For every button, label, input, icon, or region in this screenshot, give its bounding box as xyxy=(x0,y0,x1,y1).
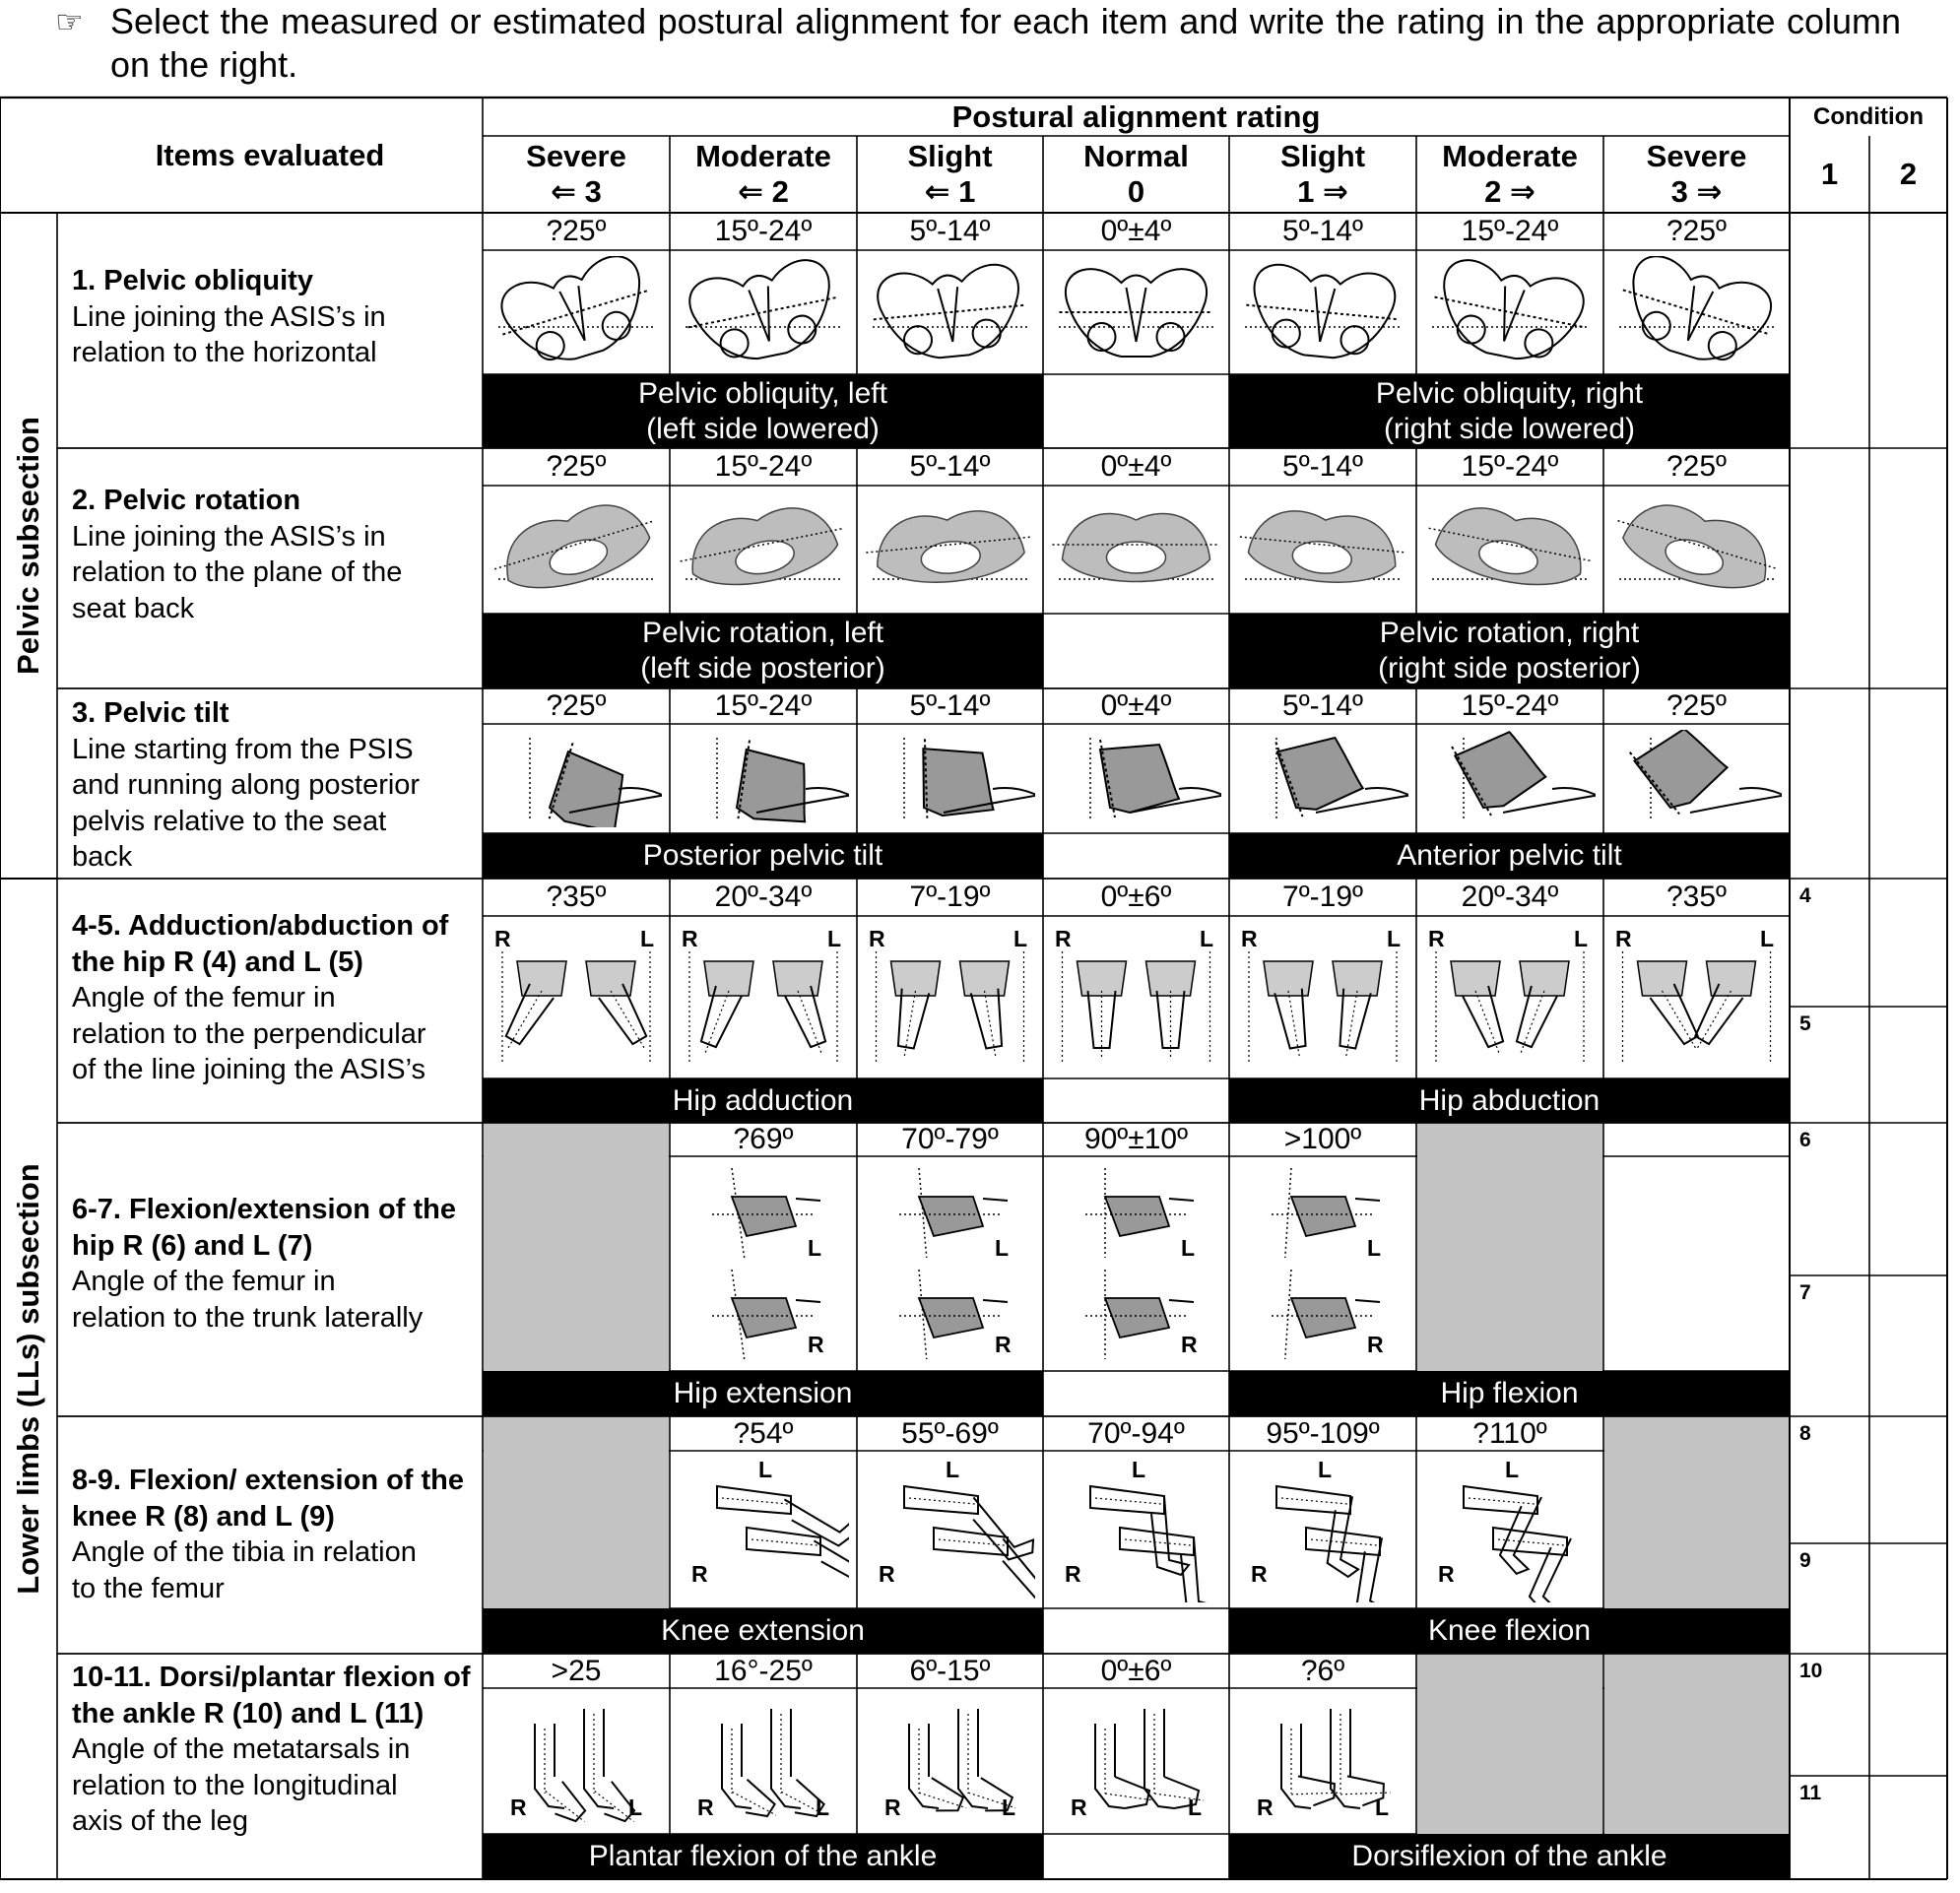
rating-col-score: 1 ⇒ xyxy=(1297,174,1348,209)
label-line: (right side posterior) xyxy=(1378,652,1641,685)
pelvis-top-figure xyxy=(490,491,662,608)
item-desc-line: Line joining the ASIS’s in xyxy=(72,520,386,553)
right-deviation-label xyxy=(1229,1078,1790,1123)
degree-range: ?25º xyxy=(546,689,607,722)
side-label: R xyxy=(1615,926,1632,951)
condition-number: 7 xyxy=(1799,1281,1811,1304)
hips-front-figure xyxy=(1424,922,1596,1073)
item-description xyxy=(72,1463,471,1606)
item-desc-line: seat back xyxy=(72,592,195,624)
condition-rating-cell[interactable] xyxy=(1869,1654,1947,1776)
pelvis-top-figure xyxy=(1611,491,1782,608)
condition-rating-cell[interactable] xyxy=(1869,1416,1947,1543)
condition-col-header: 1 xyxy=(1820,157,1839,191)
degree-range: ?25º xyxy=(546,215,607,247)
side-label: L xyxy=(1375,1795,1390,1820)
item-desc-line: Line starting from the PSIS xyxy=(72,733,414,765)
item-desc-line: of the line joining the ASIS’s xyxy=(72,1054,425,1085)
degree-range: 0º±4º xyxy=(1100,450,1172,483)
side-label: L xyxy=(1318,1457,1333,1482)
degree-range: 5º-14º xyxy=(909,215,991,247)
label-line: Hip flexion xyxy=(1440,1377,1579,1409)
degree-range: ?25º xyxy=(546,450,607,483)
side-label: L xyxy=(995,1235,1010,1261)
side-label: L xyxy=(1367,1235,1382,1261)
condition-rating-cell[interactable] xyxy=(1790,1654,1869,1776)
label-line: Hip adduction xyxy=(672,1083,854,1117)
condition-rating-cell[interactable] xyxy=(1790,213,1869,448)
condition-number: 11 xyxy=(1799,1782,1822,1804)
label-line: Pelvic rotation, left xyxy=(641,617,884,649)
label-line: Pelvic rotation, right xyxy=(1379,617,1640,649)
degree-range: 5º-14º xyxy=(1282,689,1363,722)
pelvis-side-figure xyxy=(1424,730,1596,827)
right-deviation-label xyxy=(1229,1608,1790,1654)
side-label: R xyxy=(1055,926,1072,951)
item-description xyxy=(72,908,471,1088)
left-deviation-label xyxy=(483,833,1043,879)
condition-rating-cell[interactable] xyxy=(1790,1123,1869,1275)
condition-rating-cell[interactable] xyxy=(1790,1275,1869,1416)
degree-range: 0º±4º xyxy=(1100,215,1172,247)
side-label: L xyxy=(1574,926,1589,951)
right-deviation-label xyxy=(1229,614,1790,688)
item-desc-line: relation to the longitudinal xyxy=(72,1769,398,1801)
side-label: R xyxy=(808,1332,824,1357)
pelvis-front-figure xyxy=(490,256,662,368)
degree-range: >25 xyxy=(551,1654,602,1687)
label-line: Knee extension xyxy=(661,1614,865,1647)
side-label: R xyxy=(1181,1332,1198,1357)
label-line: (left side posterior) xyxy=(640,652,885,685)
pelvis-front-figure xyxy=(1051,256,1221,368)
item-desc-line: Angle of the metatarsals in xyxy=(72,1733,411,1765)
condition-rating-cell[interactable] xyxy=(1869,1776,1947,1879)
degree-range: 0º±4º xyxy=(1100,689,1172,722)
side-label: R xyxy=(884,1795,901,1820)
pelvis-side-figure xyxy=(1611,730,1782,827)
degree-range: ?6º xyxy=(1300,1654,1345,1687)
hips-front-figure xyxy=(1611,922,1782,1073)
rating-col-name: Moderate xyxy=(695,139,831,173)
degree-range: 70º-94º xyxy=(1087,1416,1185,1450)
degree-range: 70º-79º xyxy=(901,1123,999,1155)
rating-col-header xyxy=(1603,136,1790,213)
hips-front-figure xyxy=(865,922,1035,1073)
item-description xyxy=(72,263,471,371)
pelvis-front-figure xyxy=(1237,256,1408,368)
pelvis-top-figure xyxy=(1237,491,1408,608)
degree-range: 15º-24º xyxy=(714,450,813,483)
item-title: 10-11. Dorsi/plantar flexion of the ankle R (10) and L (11) xyxy=(72,1662,471,1730)
item-description xyxy=(72,695,471,876)
side-label: L xyxy=(1505,1457,1520,1482)
label-line: (right side lowered) xyxy=(1383,412,1636,445)
subsection-label: Pelvic subsection xyxy=(11,417,45,675)
condition-rating-cell[interactable] xyxy=(1869,1275,1947,1416)
pelvis-front-figure xyxy=(865,256,1035,368)
side-label: L xyxy=(827,926,842,951)
condition-rating-cell[interactable] xyxy=(1869,879,1947,1007)
rating-title-header: Postural alignment rating xyxy=(951,98,1321,134)
rating-col-name: Severe xyxy=(1646,139,1747,173)
item-description xyxy=(72,1660,471,1840)
item-desc-line: and running along posterior xyxy=(72,769,421,801)
item-desc-line: relation to the horizontal xyxy=(72,337,377,368)
item-desc-line: pelvis relative to the seat xyxy=(72,805,387,837)
condition-header: Condition xyxy=(1813,102,1924,130)
rating-col-score: ⇐ 1 xyxy=(924,174,976,209)
rating-col-score: ⇐ 2 xyxy=(738,174,789,209)
side-label: L xyxy=(1002,1795,1016,1820)
pelvis-side-figure xyxy=(865,730,1035,827)
condition-rating-cell[interactable] xyxy=(1869,448,1947,688)
condition-rating-cell[interactable] xyxy=(1790,1543,1869,1654)
condition-rating-cell[interactable] xyxy=(1790,879,1869,1007)
degree-range: >100º xyxy=(1283,1123,1362,1155)
degree-range: 5º-14º xyxy=(909,689,991,722)
side-label: L xyxy=(946,1457,960,1482)
rating-col-score: 0 xyxy=(1127,174,1145,209)
degree-range: 0º±6º xyxy=(1100,881,1172,913)
item-description xyxy=(72,483,471,626)
item-title: 3. Pelvic tilt xyxy=(72,697,229,729)
degree-range: 15º-24º xyxy=(714,215,813,247)
hips-front-figure xyxy=(490,922,662,1073)
side-label: L xyxy=(1760,926,1775,951)
condition-number: 4 xyxy=(1799,884,1811,907)
pelvis-side-figure xyxy=(490,730,662,827)
rating-col-name: Slight xyxy=(907,139,993,173)
rating-col-header xyxy=(857,136,1043,213)
left-deviation-label xyxy=(483,1608,1043,1654)
rating-col-name: Normal xyxy=(1083,139,1189,173)
rating-col-name: Moderate xyxy=(1442,139,1578,173)
gray-na-cell xyxy=(1604,1655,1789,1834)
degree-range: ?110º xyxy=(1472,1416,1547,1450)
side-label: L xyxy=(1181,1235,1196,1261)
condition-rating-cell[interactable] xyxy=(1869,1543,1947,1654)
item-desc-line: relation to the plane of the xyxy=(72,556,403,588)
pelvis-top-figure xyxy=(1051,491,1221,608)
degree-range: 5º-14º xyxy=(909,450,991,483)
side-label: R xyxy=(1428,926,1445,951)
item-title: 2. Pelvic rotation xyxy=(72,485,301,516)
degree-range: 0º±6º xyxy=(1100,1654,1172,1687)
item-desc-line: Angle of the tibia in relation xyxy=(72,1536,417,1568)
degree-range: 5º-14º xyxy=(1282,450,1363,483)
side-label: L xyxy=(808,1235,822,1261)
side-label: R xyxy=(682,926,698,951)
side-label: R xyxy=(510,1795,527,1820)
degree-range: 15º-24º xyxy=(1461,689,1559,722)
pelvis-side-figure xyxy=(678,730,849,827)
side-label: L xyxy=(1132,1457,1146,1482)
side-label: R xyxy=(1241,926,1258,951)
rating-col-score: 2 ⇒ xyxy=(1484,174,1535,209)
condition-rating-cell[interactable] xyxy=(1869,1007,1947,1123)
degree-range: 15º-24º xyxy=(714,689,813,722)
pelvis-side-figure xyxy=(1237,730,1408,827)
item-desc-line: relation to the perpendicular xyxy=(72,1017,426,1050)
side-label: R xyxy=(1257,1795,1274,1820)
side-label: L xyxy=(1387,926,1402,951)
side-label: R xyxy=(879,1561,895,1587)
rating-col-header xyxy=(1416,136,1603,213)
label-line: Plantar flexion of the ankle xyxy=(588,1840,938,1872)
degree-range: 90º±10º xyxy=(1083,1123,1189,1155)
side-label: R xyxy=(995,1332,1012,1357)
gray-na-cell xyxy=(1417,1124,1602,1371)
right-deviation-label xyxy=(1229,1371,1790,1416)
label-line: Posterior pelvic tilt xyxy=(642,839,883,872)
degree-range: 15º-24º xyxy=(1461,215,1559,247)
item-title: 6-7. Flexion/extension of the hip R (6) and L (7) xyxy=(72,1194,456,1262)
left-deviation-label xyxy=(483,614,1043,688)
pelvis-side-figure xyxy=(1051,730,1221,827)
side-label: L xyxy=(1188,1795,1203,1820)
condition-rating-cell[interactable] xyxy=(1790,1007,1869,1123)
pelvis-top-figure xyxy=(678,491,849,608)
gray-na-cell xyxy=(1604,1417,1789,1608)
degree-range: ?54º xyxy=(733,1416,794,1450)
side-label: R xyxy=(869,926,885,951)
condition-col-header: 2 xyxy=(1899,157,1918,191)
side-label: R xyxy=(1071,1795,1087,1820)
degree-range: ?25º xyxy=(1666,450,1727,483)
rating-col-score: ⇐ 3 xyxy=(551,174,602,209)
subsection-label: Lower limbs (LLs) subsection xyxy=(11,1163,45,1595)
degree-range: 20º-34º xyxy=(714,881,813,913)
side-label: R xyxy=(697,1795,714,1820)
item-desc-line: to the femur xyxy=(72,1572,225,1604)
hips-front-figure xyxy=(678,922,849,1073)
degree-range: ?25º xyxy=(1666,689,1727,722)
left-deviation-label xyxy=(483,1371,1043,1416)
label-line: (left side lowered) xyxy=(646,412,880,445)
condition-rating-cell[interactable] xyxy=(1790,688,1869,879)
pelvis-front-figure xyxy=(1424,256,1596,368)
pelvis-front-figure xyxy=(1611,256,1782,368)
gray-na-cell xyxy=(1417,1655,1602,1834)
rating-col-header xyxy=(1229,136,1416,213)
condition-rating-cell[interactable] xyxy=(1869,688,1947,879)
rating-col-header xyxy=(483,136,670,213)
side-label: L xyxy=(1200,926,1214,951)
label-line: Hip extension xyxy=(673,1377,853,1409)
item-title: 1. Pelvic obliquity xyxy=(72,265,313,296)
degree-range: 6º-15º xyxy=(909,1654,991,1687)
condition-rating-cell[interactable] xyxy=(1869,1123,1947,1275)
degree-range: 7º-19º xyxy=(909,881,991,913)
item-desc-line: axis of the leg xyxy=(72,1805,248,1837)
pelvis-front-figure xyxy=(678,256,849,368)
left-deviation-label xyxy=(483,1078,1043,1123)
side-label: R xyxy=(1367,1332,1384,1357)
item-desc-line: back xyxy=(72,841,133,873)
rating-col-name: Slight xyxy=(1279,139,1366,173)
pointing-hand-icon: ☞ xyxy=(55,4,84,39)
gray-na-cell xyxy=(484,1417,669,1608)
condition-rating-cell[interactable] xyxy=(1869,213,1947,448)
condition-rating-cell[interactable] xyxy=(1790,1416,1869,1543)
side-label: L xyxy=(1013,926,1028,951)
item-desc-line: Angle of the femur in xyxy=(72,982,336,1013)
item-description xyxy=(72,1192,471,1336)
left-deviation-label xyxy=(483,374,1043,448)
pelvis-top-figure xyxy=(1424,491,1596,608)
side-label: R xyxy=(1251,1561,1268,1587)
hips-front-figure xyxy=(1237,922,1408,1073)
degree-range: ?35º xyxy=(546,881,607,913)
label-line: Knee flexion xyxy=(1427,1614,1592,1647)
rating-col-score: 3 ⇒ xyxy=(1670,174,1723,209)
right-deviation-label xyxy=(1229,833,1790,879)
item-desc-line: relation to the trunk laterally xyxy=(72,1301,424,1334)
side-label: L xyxy=(640,926,655,951)
side-label: L xyxy=(758,1457,773,1482)
degree-range: 16°-25º xyxy=(714,1654,813,1687)
items-evaluated-header: Items evaluated xyxy=(155,137,385,172)
degree-range: ?35º xyxy=(1666,881,1727,913)
side-label: R xyxy=(691,1561,708,1587)
degree-range: 15º-24º xyxy=(1461,450,1559,483)
right-deviation-label xyxy=(1229,1834,1790,1879)
label-line: Pelvic obliquity, left xyxy=(638,376,887,410)
item-desc-line: Line joining the ASIS’s in xyxy=(72,300,386,333)
degree-range: 7º-19º xyxy=(1282,881,1363,913)
degree-range: 95º-109º xyxy=(1266,1416,1380,1450)
condition-rating-cell[interactable] xyxy=(1790,448,1869,688)
side-label: L xyxy=(628,1795,643,1820)
condition-number: 10 xyxy=(1799,1660,1823,1682)
degree-range: 20º-34º xyxy=(1461,881,1559,913)
pelvis-top-figure xyxy=(865,491,1035,608)
degree-range: ?69º xyxy=(733,1123,794,1155)
rating-col-name: Severe xyxy=(526,139,626,173)
side-label: R xyxy=(1438,1561,1455,1587)
condition-number: 6 xyxy=(1799,1129,1811,1151)
degree-range: 5º-14º xyxy=(1282,215,1363,247)
condition-number: 9 xyxy=(1799,1549,1811,1572)
side-label: L xyxy=(816,1795,830,1820)
degree-range: 55º-69º xyxy=(901,1416,999,1450)
label-line: Hip abduction xyxy=(1418,1083,1601,1117)
condition-number: 8 xyxy=(1799,1422,1811,1445)
right-deviation-label xyxy=(1229,374,1790,448)
item-desc-line: Angle of the femur in xyxy=(72,1266,336,1297)
rating-col-header xyxy=(670,136,857,213)
left-deviation-label xyxy=(483,1834,1043,1879)
label-line: Dorsiflexion of the ankle xyxy=(1351,1840,1667,1872)
label-line: Pelvic obliquity, right xyxy=(1375,376,1644,410)
degree-range: ?25º xyxy=(1666,215,1727,247)
label-line: Anterior pelvic tilt xyxy=(1397,839,1622,872)
instruction-text: Select the measured or estimated postural alignment for each item and write the rating in the appropriate column on the right. xyxy=(110,1,1901,85)
item-title: 4-5. Adduction/abduction of the hip R (4) and L (5) xyxy=(72,910,449,978)
gray-na-cell xyxy=(484,1124,669,1371)
side-label: R xyxy=(1065,1561,1081,1587)
condition-rating-cell[interactable] xyxy=(1790,1776,1869,1879)
item-title: 8-9. Flexion/ extension of the knee R (8) and L (9) xyxy=(72,1465,465,1533)
hips-front-figure xyxy=(1051,922,1221,1073)
rating-col-header xyxy=(1043,136,1229,213)
condition-number: 5 xyxy=(1799,1012,1811,1035)
side-label: R xyxy=(494,926,511,951)
